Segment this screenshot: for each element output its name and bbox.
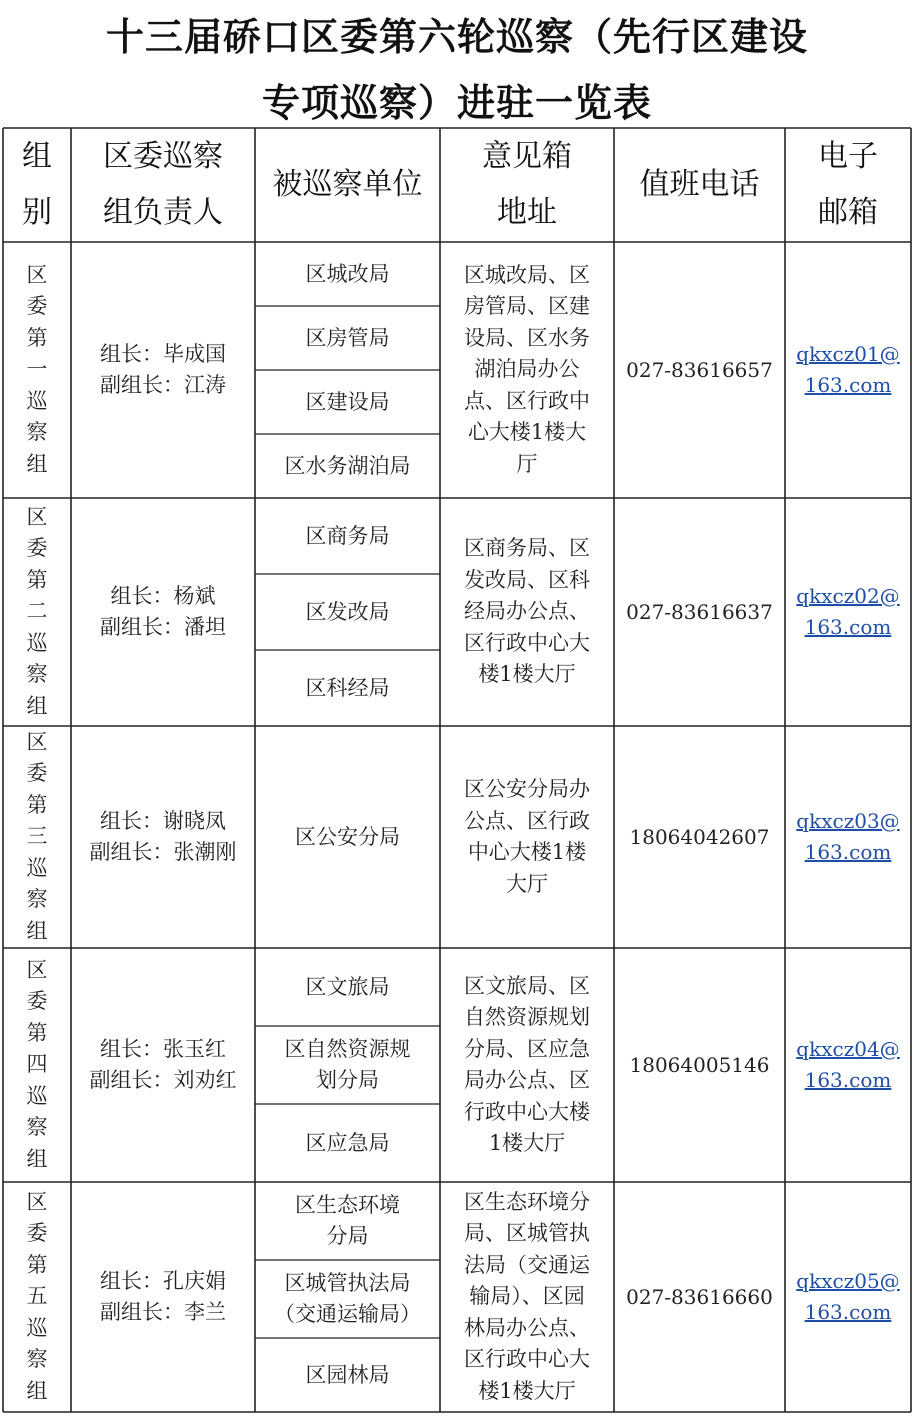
- inspected-unit: [255, 1026, 440, 1104]
- group-name-line: 巡: [26, 1083, 48, 1108]
- leaders-text: [100, 1266, 226, 1328]
- group-leader: 组长：毕成国: [100, 342, 226, 366]
- mailbox-address: [440, 1182, 614, 1412]
- email-link-line: qkxcz02@: [796, 584, 900, 608]
- email-link[interactable]: [796, 806, 899, 868]
- group-deputy: 副组长：潘坦: [100, 615, 226, 639]
- header-group-line: 别: [22, 195, 52, 230]
- mailbox-address-line: 区行政中心大: [464, 1347, 590, 1372]
- group-name: [3, 1182, 71, 1412]
- mailbox-address-line: 法局（交通运: [464, 1252, 590, 1277]
- mailbox-address-line: 厅: [516, 451, 538, 476]
- mailbox-address: [440, 498, 614, 726]
- inspected-unit-line: 区应急局: [305, 1130, 390, 1155]
- mailbox-address: [440, 242, 614, 498]
- group-deputy: 副组长：刘劝红: [89, 1068, 237, 1092]
- duty-phone: [614, 242, 785, 498]
- mailbox-address-line: 1楼大厅: [488, 1131, 566, 1155]
- email-link-line: 163.com: [804, 615, 892, 639]
- email-link[interactable]: [796, 339, 899, 401]
- inspected-unit-text: [306, 972, 390, 1003]
- group-name-line: 区: [26, 504, 48, 529]
- group-name-line: 察: [26, 1115, 48, 1140]
- mailbox-address-line: 自然资源规划: [464, 1005, 590, 1029]
- header-units-line: 被巡察单位: [272, 167, 423, 202]
- mailbox-address: [440, 948, 614, 1182]
- page-title: 十三届硚口区委第六轮巡察（先行区建设: [105, 15, 808, 59]
- group-name-line: 组: [26, 693, 48, 718]
- group-name-line: 巡: [26, 388, 48, 413]
- inspected-unit-text: [274, 1268, 421, 1330]
- email-cell: [785, 1182, 911, 1412]
- group-leaders: [71, 242, 255, 498]
- mailbox-address-line: 发改局、区科: [464, 567, 590, 592]
- duty-phone-text: 18064005146: [629, 1053, 770, 1077]
- email-link-line: qkxcz05@: [796, 1269, 900, 1293]
- group-name-line: 委: [26, 294, 48, 319]
- group-deputy: 副组长：江涛: [100, 373, 226, 397]
- inspected-unit-line: 区建设局: [305, 389, 390, 414]
- inspected-unit-line: 划分局: [316, 1068, 379, 1092]
- email-link-line: 163.com: [804, 373, 892, 397]
- inspected-unit-text: [306, 597, 390, 628]
- group-name-line: 巡: [26, 855, 48, 880]
- email-link-line: qkxcz03@: [796, 809, 900, 833]
- inspected-unit-text: [306, 323, 390, 354]
- group-name-line: 委: [26, 536, 48, 561]
- group-name-line: 巡: [26, 1315, 48, 1340]
- group-name-text: [27, 260, 48, 481]
- header-group-line: 组: [22, 139, 52, 174]
- header-email-text: [818, 129, 878, 241]
- email-link[interactable]: [796, 1034, 899, 1096]
- group-name: [3, 948, 71, 1182]
- mailbox-address-line: 局、区城管执: [464, 1221, 590, 1246]
- inspected-unit-text: [295, 822, 400, 853]
- inspected-unit-line: 区商务局: [305, 523, 390, 548]
- inspected-unit: [255, 650, 440, 726]
- mailbox-address-line: 分局、区应急: [464, 1036, 590, 1061]
- group-name: [3, 242, 71, 498]
- group-name-line: 第: [26, 325, 48, 350]
- group-name-line: 委: [26, 989, 48, 1014]
- group-leader: 组长：谢晓凤: [100, 809, 226, 833]
- mailbox-address-text: [464, 260, 590, 481]
- inspected-unit: [255, 726, 440, 948]
- leaders-text: [100, 339, 226, 401]
- mailbox-address: [440, 726, 614, 948]
- header-leader-line: 组负责人: [103, 195, 223, 230]
- header-units-text: [273, 157, 423, 213]
- group-name-line: 第: [26, 792, 48, 817]
- group-leaders: [71, 948, 255, 1182]
- header-units: [255, 128, 440, 242]
- email-cell: [785, 242, 911, 498]
- group-name-text: [27, 1187, 48, 1408]
- email-link-line: qkxcz01@: [796, 342, 900, 366]
- inspected-unit-line: 区发改局: [305, 599, 390, 624]
- group-name-line: 察: [26, 1347, 48, 1372]
- inspected-unit: [255, 1104, 440, 1182]
- inspected-unit-text: [306, 387, 390, 418]
- inspected-unit-text: [285, 1034, 411, 1096]
- inspected-unit-text: [306, 1128, 390, 1159]
- email-link-line: qkxcz04@: [796, 1037, 900, 1061]
- duty-phone-text: 027-83616657: [626, 358, 773, 382]
- mailbox-address-line: 湖泊局办公: [474, 357, 580, 382]
- group-name-line: 一: [26, 357, 48, 382]
- mailbox-address-line: 楼1楼大厅: [478, 662, 576, 687]
- inspected-unit-line: 区水务湖泊局: [284, 453, 411, 478]
- group-leader: 组长：张玉红: [100, 1037, 226, 1061]
- email-cell: [785, 948, 911, 1182]
- group-name-line: 委: [26, 761, 48, 786]
- header-group: [3, 128, 71, 242]
- email-link[interactable]: [796, 1266, 899, 1328]
- inspected-unit-line: 区科经局: [305, 675, 390, 700]
- duty-phone-text: 027-83616637: [626, 600, 773, 624]
- inspected-unit: [255, 574, 440, 650]
- header-phone: [614, 128, 785, 242]
- mailbox-address-line: 局办公点、区: [464, 1068, 590, 1092]
- inspected-unit-text: [295, 1190, 400, 1252]
- inspected-unit-line: 区文旅局: [305, 974, 390, 999]
- email-link-line: 163.com: [804, 1068, 892, 1092]
- group-name-text: [27, 727, 48, 948]
- inspected-unit-line: 分局: [326, 1224, 369, 1248]
- inspected-unit: [255, 434, 440, 498]
- email-link-line: 163.com: [804, 1300, 892, 1324]
- header-leader-line: 区委巡察: [103, 139, 223, 174]
- mailbox-address-text: [464, 1187, 590, 1408]
- group-name-line: 区: [26, 1189, 48, 1214]
- group-leader: 组长：孔庆娟: [100, 1269, 226, 1293]
- header-phone-text: [640, 157, 760, 213]
- header-email: [785, 128, 911, 242]
- header-phone-line: 值班电话: [639, 167, 760, 202]
- email-link-line: 163.com: [804, 840, 892, 864]
- mailbox-address-line: 楼1楼大厅: [478, 1378, 576, 1403]
- mailbox-address-line: 输局）、区园: [469, 1284, 585, 1309]
- mailbox-address-line: 林局办公点、: [464, 1315, 590, 1340]
- page-subtitle: 专项巡察）进驻一览表: [261, 81, 652, 125]
- header-mailbox-text: [482, 129, 572, 241]
- group-name-line: 第: [26, 1020, 48, 1045]
- group-leaders: [71, 1182, 255, 1412]
- header-email-line: 邮箱: [818, 195, 878, 230]
- mailbox-address-line: 经局办公点、: [464, 599, 590, 624]
- mailbox-address-line: 区城改局、区: [464, 262, 590, 287]
- inspected-unit: [255, 370, 440, 434]
- inspected-unit-line: 区自然资源规: [284, 1037, 411, 1061]
- mailbox-address-line: 区生态环境分: [464, 1189, 590, 1214]
- group-leaders: [71, 726, 255, 948]
- group-name-line: 第: [26, 1252, 48, 1277]
- duty-phone: [614, 726, 785, 948]
- inspected-unit-text: [285, 451, 411, 482]
- inspected-unit-line: 区生态环境: [295, 1193, 400, 1217]
- group-name-line: 区: [26, 262, 48, 287]
- inspected-unit: [255, 948, 440, 1026]
- mailbox-address-line: 区行政中心大: [464, 630, 590, 655]
- header-leader: [71, 128, 255, 242]
- group-name-line: 察: [26, 887, 48, 912]
- header-email-line: 电子: [818, 139, 878, 174]
- inspected-unit-text: [306, 521, 390, 552]
- group-name-line: 组: [26, 1378, 48, 1403]
- inspected-unit-line: 区房管局: [305, 325, 390, 350]
- group-name-line: 三: [26, 824, 48, 849]
- group-deputy: 副组长：李兰: [100, 1300, 226, 1324]
- mailbox-address-line: 房管局、区建: [464, 294, 590, 319]
- group-name-line: 五: [26, 1284, 48, 1309]
- email-cell: [785, 726, 911, 948]
- group-name-line: 区: [26, 957, 48, 982]
- inspected-unit-line: 区公安分局: [295, 824, 400, 849]
- duty-phone: [614, 498, 785, 726]
- mailbox-address-line: 区文旅局、区: [464, 973, 590, 998]
- group-name: [3, 498, 71, 726]
- leaders-text: [90, 806, 237, 868]
- mailbox-address-line: 公点、区行政: [464, 808, 590, 833]
- inspected-unit-text: [306, 259, 390, 290]
- group-name-line: 察: [26, 420, 48, 445]
- email-cell: [785, 498, 911, 726]
- duty-phone-text: 027-83616660: [626, 1285, 773, 1309]
- duty-phone-text: 18064042607: [629, 825, 770, 849]
- group-name-text: [27, 502, 48, 723]
- header-mailbox-line: 意见箱: [482, 139, 572, 174]
- leaders-text: [90, 1034, 237, 1096]
- inspected-unit-line: （交通运输局）: [274, 1302, 421, 1326]
- mailbox-address-line: 区商务局、区: [464, 536, 590, 561]
- group-name-line: 察: [26, 662, 48, 687]
- header-mailbox-line: 地址: [497, 195, 557, 230]
- group-name-line: 组: [26, 451, 48, 476]
- inspected-unit-text: [306, 1360, 390, 1391]
- group-name: [3, 726, 71, 948]
- inspected-unit: [255, 1182, 440, 1260]
- inspected-unit-line: 区城管执法局: [284, 1271, 411, 1295]
- mailbox-address-line: 大厅: [506, 871, 548, 896]
- email-link[interactable]: [796, 581, 899, 643]
- inspected-unit: [255, 1338, 440, 1412]
- mailbox-address-line: 区公安分局办: [464, 777, 590, 801]
- inspected-unit: [255, 242, 440, 306]
- group-name-line: 委: [26, 1221, 48, 1246]
- mailbox-address-line: 中心大楼1楼: [467, 840, 587, 864]
- inspected-unit-line: 区城改局: [305, 261, 390, 286]
- group-leader: 组长：杨斌: [110, 584, 216, 608]
- inspected-unit-line: 区园林局: [305, 1362, 390, 1387]
- inspected-unit: [255, 498, 440, 574]
- mailbox-address-text: [464, 533, 590, 691]
- inspected-unit: [255, 306, 440, 370]
- leaders-text: [100, 581, 226, 643]
- group-name-line: 巡: [26, 630, 48, 655]
- duty-phone: [614, 948, 785, 1182]
- group-name-line: 组: [26, 1146, 48, 1171]
- header-mailbox: [440, 128, 614, 242]
- mailbox-address-text: [464, 774, 590, 900]
- group-name-text: [27, 955, 48, 1176]
- mailbox-address-text: [464, 971, 590, 1160]
- mailbox-address-line: 设局、区水务: [464, 325, 590, 350]
- inspected-unit-text: [306, 673, 390, 704]
- group-name-line: 四: [26, 1052, 48, 1077]
- inspected-unit: [255, 1260, 440, 1338]
- group-deputy: 副组长：张潮刚: [89, 840, 237, 864]
- group-name-line: 区: [26, 729, 48, 754]
- duty-phone: [614, 1182, 785, 1412]
- group-leaders: [71, 498, 255, 726]
- group-name-line: 第: [26, 567, 48, 592]
- header-group-text: [22, 129, 52, 241]
- group-name-line: 组: [26, 918, 48, 943]
- header-leader-text: [103, 129, 223, 241]
- mailbox-address-line: 心大楼1楼大: [467, 420, 587, 445]
- mailbox-address-line: 点、区行政中: [464, 388, 590, 413]
- mailbox-address-line: 行政中心大楼: [464, 1099, 590, 1124]
- group-name-line: 二: [26, 599, 48, 624]
